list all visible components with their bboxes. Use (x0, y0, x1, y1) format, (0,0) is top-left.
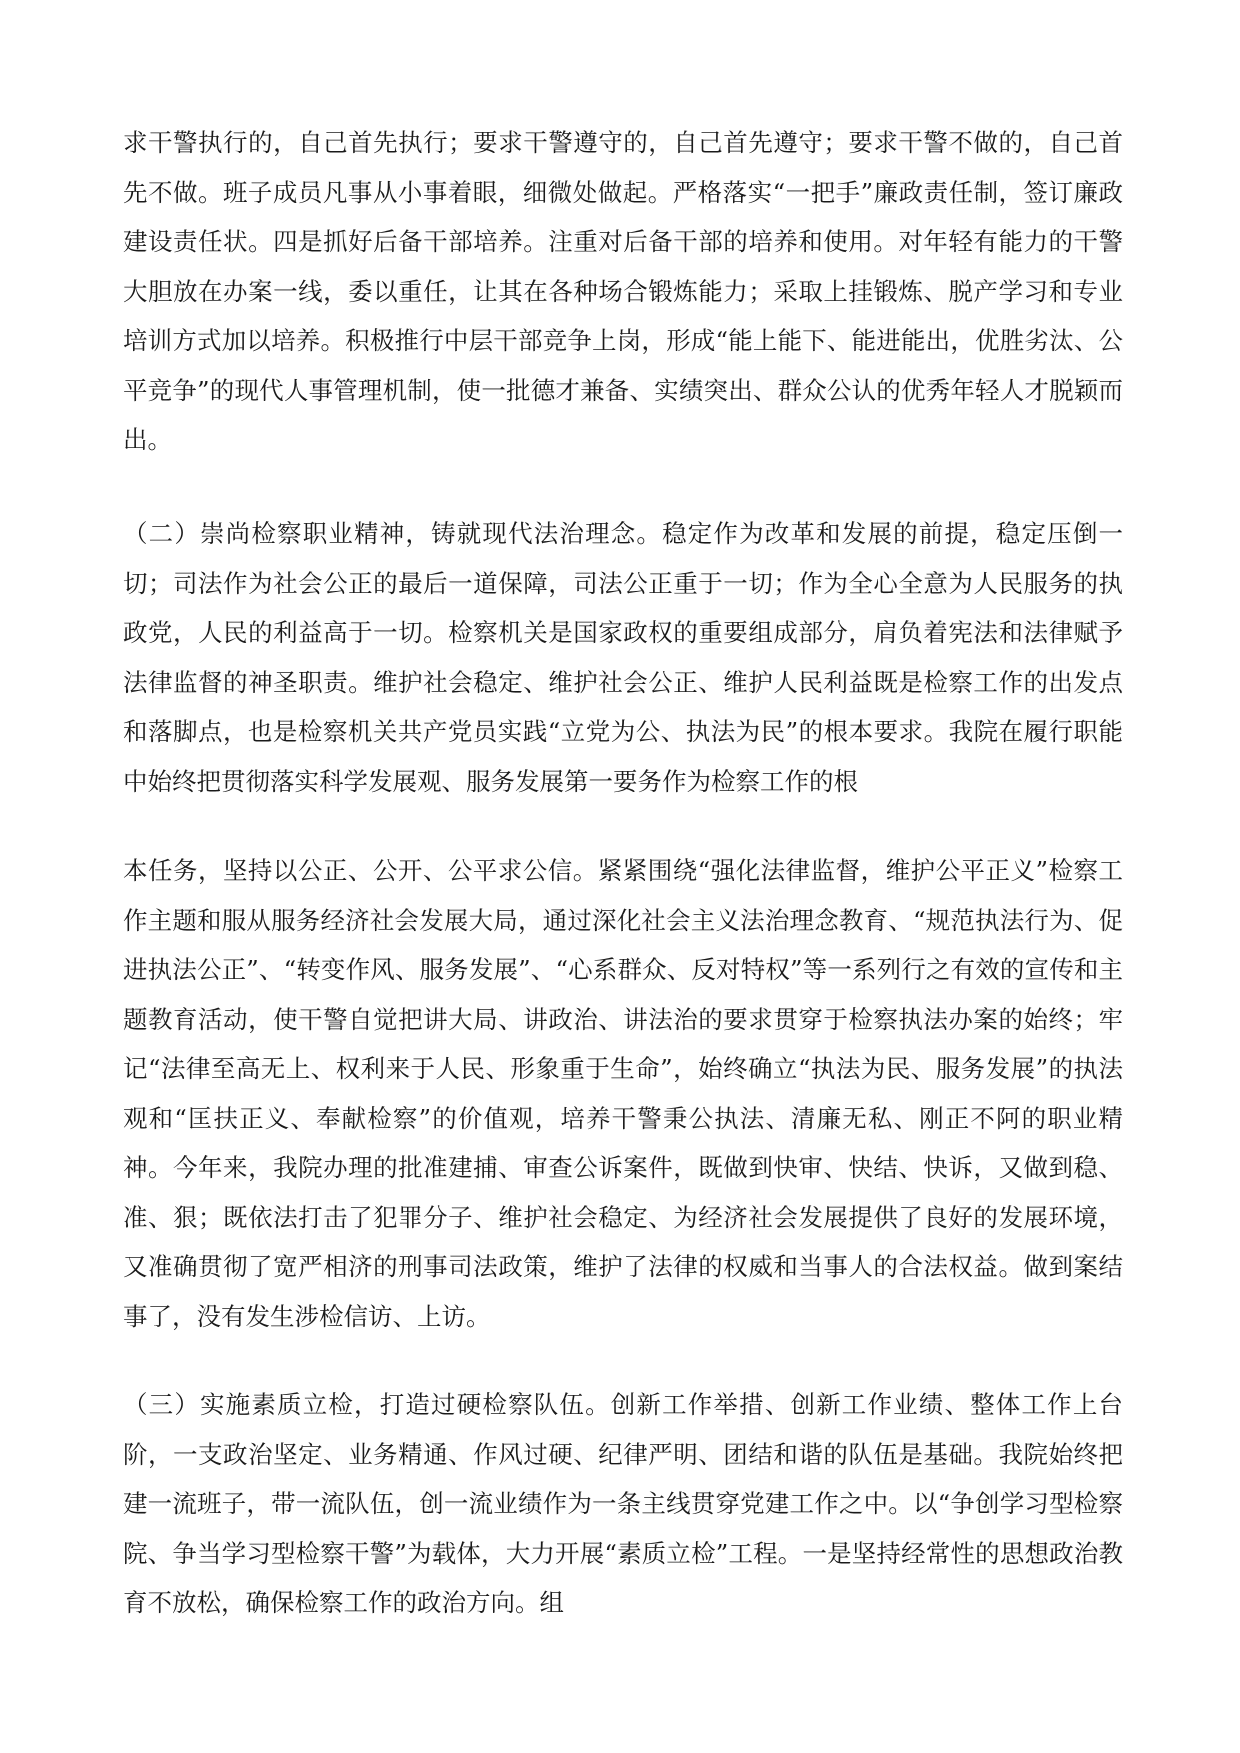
paragraph-leadership-discipline: 求干警执行的，自己首先执行；要求干警遵守的，自己首先遵守；要求干警不做的，自己首先不做。班子成员凡事从小事着眼，细微处做起。严格落实“一把手”廉政责任制，签订廉政建设责任状。四是抓好后备干部培养。注重对后备干部的培养和使用。对年轻有能力的干警大胆放在办案一线，委以重任，让其在各种场合锻炼能力；采取上挂锻炼、脱产学习和专业培训方式加以培养。积极推行中层干部竞争上岗，形成“能上能下、能进能出，优胜劣汰、公平竞争”的现代人事管理机制，使一批德才兼备、实绩突出、群众公认的优秀年轻人才脱颖而出。 (123, 128, 1123, 454)
paragraph-section-3: （三）实施素质立检，打造过硬检察队伍。创新工作举措、创新工作业绩、整体工作上台阶，一支政治坚定、业务精通、作风过硬、纪律严明、团结和谐的队伍是基础。我院始终把建一流班子，带一流队伍，创一流业绩作为一条主线贯穿党建工作之中。以“争创学习型检察院、争当学习型检察干警”为载体，大力开展“素质立检”工程。一是坚持经常性的思想政治教育不放松，确保检察工作的政治方向。组 (123, 1390, 1123, 1617)
paragraph-section-2-continued: 本任务，坚持以公正、公开、公平求公信。紧紧围绕“强化法律监督，维护公平正义”检察工作主题和服从服务经济社会发展大局，通过深化社会主义法治理念教育、“规范执法行为、促进执法公正”、“转变作风、服务发展”、“心系群众、反对特权”等一系列行之有效的宣传和主题教育活动，使干警自觉把讲大局、讲政治、讲法治的要求贯穿于检察执法办案的始终；牢记“法律至高无上、权利来于人民、形象重于生命”，始终确立“执法为民、服务发展”的执法观和“匡扶正义、奉献检察”的价值观，培养干警秉公执法、清廉无私、刚正不阿的职业精神。今年来，我院办理的批准建捕、审查公诉案件，既做到快审、快结、快诉，又做到稳、准、狠；既依法打击了犯罪分子、维护社会稳定、为经济社会发展提供了良好的发展环境，又准确贯彻了宽严相济的刑事司法政策，维护了法律的权威和当事人的合法权益。做到案结事了，没有发生涉检信访、上访。 (123, 856, 1123, 1331)
paragraph-section-2-intro: （二）崇尚检察职业精神，铸就现代法治理念。稳定作为改革和发展的前提，稳定压倒一切；司法作为社会公正的最后一道保障，司法公正重于一切；作为全心全意为人民服务的执政党，人民的利益高于一切。检察机关是国家政权的重要组成部分，肩负着宪法和法律赋予法律监督的神圣职责。维护社会稳定、维护社会公正、维护人民利益既是检察工作的出发点和落脚点，也是检察机关共产党员实践“立党为公、执法为民”的根本要求。我院在履行职能中始终把贯彻落实科学发展观、服务发展第一要务作为检察工作的根 (123, 519, 1123, 796)
